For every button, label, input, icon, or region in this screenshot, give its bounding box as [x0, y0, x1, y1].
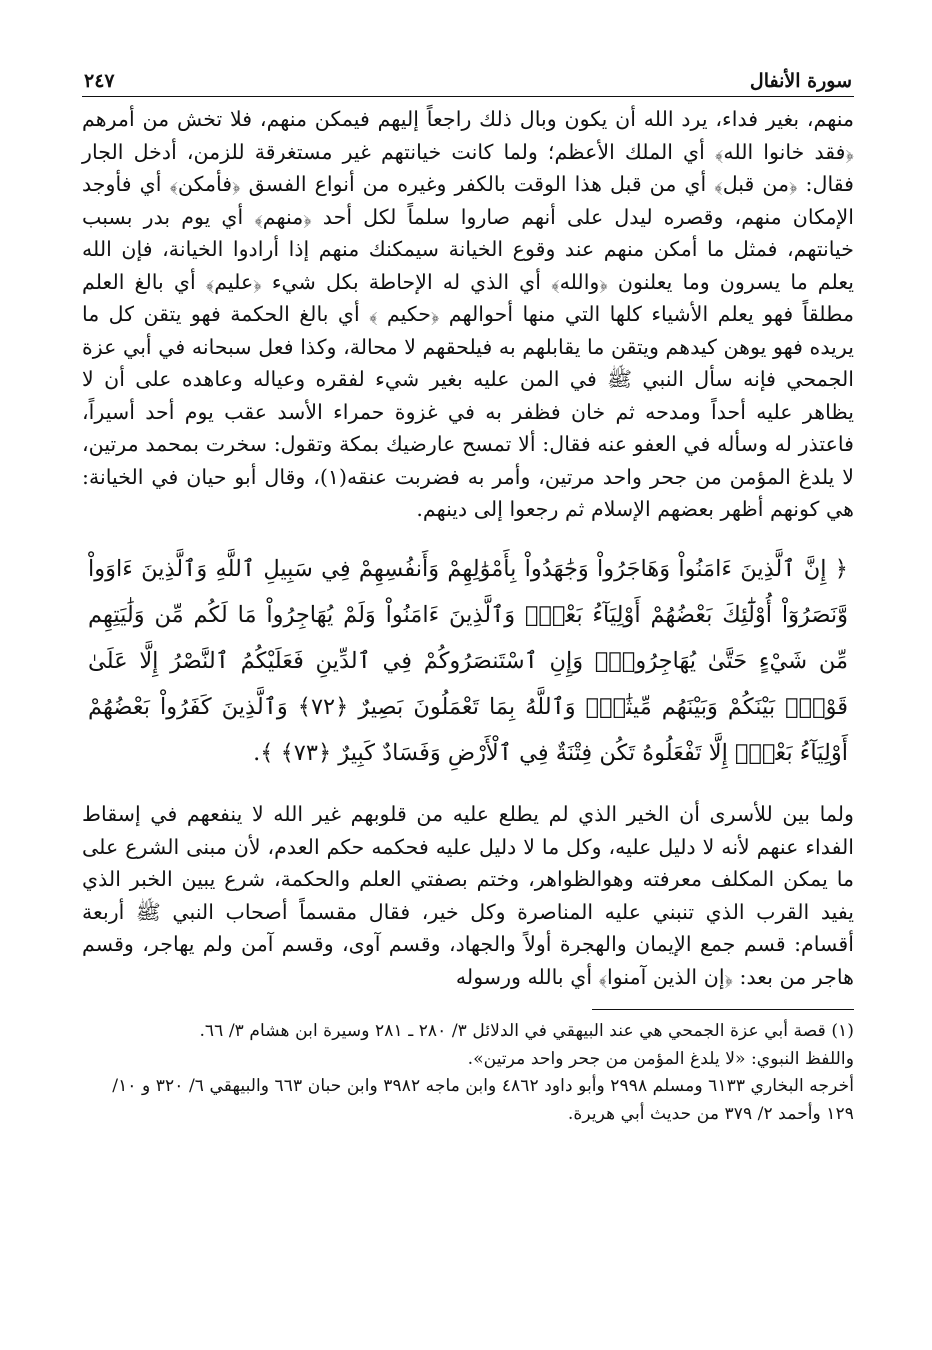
- header-divider: [82, 96, 854, 97]
- footnote-line: واللفظ النبوي: «لا يلدغ المؤمن من جحر واحد مرتين».: [467, 1048, 854, 1069]
- page-number: ٢٤٧: [84, 70, 115, 92]
- footnote-line: أخرجه البخاري ٦١٣٣ ومسلم ٢٩٩٨ وأبو داود ٤٨٦٢ وابن ماجه ٣٩٨٢ وابن حبان ٦٦٣ والبيهقي ٦/ ٣٢٠ و ١٠/ ١٢٩ وأحمد ٢/ ٣٧٩ من حديث أبي هريرة.: [112, 1076, 854, 1124]
- footnote-divider: [592, 1009, 854, 1010]
- quran-verses: ﴿ إِنَّ ٱلَّذِينَ ءَامَنُواْ وَهَاجَرُواْ وَجَٰهَدُواْ بِأَمْوَٰلِهِمْ وَأَنفُسِهِمْ فِي سَبِيلِ ٱللَّهِ وَٱلَّذِينَ ءَاوَواْ وَّنَصَرُوٓاْ أُوْلَٰٓئِكَ بَعْضُهُمْ أَوْلِيَآءُ بَعْضٍۚ وَٱلَّذِينَ ءَامَنُواْ وَلَمْ يُهَاجِرُواْ مَا لَكُم مِّن وَلَٰيَتِهِم مِّن شَيْءٍ حَتَّىٰ يُهَاجِرُواْۚ وَإِنِ ٱسْتَنصَرُوكُمْ فِي ٱلدِّينِ فَعَلَيْكُمُ ٱلنَّصْرُ إِلَّا عَلَىٰ قَوْمِۭ بَيْنَكُمْ وَبَيْنَهُم مِّيثَٰقٌۗ وَٱللَّهُ بِمَا تَعْمَلُونَ بَصِيرٌ ﴿٧٢﴾ وَٱلَّذِينَ كَفَرُواْ بَعْضُهُمْ أَوْلِيَآءُ بَعْضٍۚ إِلَّا تَفْعَلُوهُ تَكُن فِتْنَةٌ فِي ٱلْأَرْضِ وَفَسَادٌ كَبِيرٌ ﴿٧٣﴾ ﴾.: [88, 555, 849, 766]
- page-header: [82, 70, 854, 96]
- surah-title: سورة الأنفال: [749, 70, 852, 92]
- footnote-line: (١) قصة أبي عزة الجمحي هي عند البيهقي في الدلائل ٣/ ٢٨٠ ـ ٢٨١ وسيرة ابن هشام ٣/ ٦٦.: [199, 1021, 854, 1041]
- commentary-paragraph-top: منهم، بغير فداء، يرد الله أن يكون وبال ذلك راجعاً إليهم فيمكن منهم، فلا تخش من أمرهم ﴿فقد خانوا الله﴾ أي الملك الأعظم؛ ولما كانت خيانتهم غير مستغرقة للزمن، أدخل الجار فقال: ﴿من قبل﴾ أي من قبل هذا الوقت بالكفر وغيره من أنواع الفسق ﴿فأمكن﴾ أي فأوجد الإمكان منهم، وقصره ليدل على أنهم صاروا سلماً لكل أحد ﴿منهم﴾ أي يوم بدر بسبب خيانتهم، فمثل ما أمكن منهم عند وقوع الخيانة سيمكنك منهم إذا أرادوا الخيانة، فإن الله يعلم ما يسرون وما يعلنون ﴿والله﴾ أي الذي له الإحاطة بكل شيء ﴿عليم﴾ أي بالغ العلم مطلقاً فهو يعلم الأشياء كلها التي منها أحوالهم ﴿حكيم ﴾ أي بالغ الحكمة فهو يتقن كل ما يريده فهو يوهن كيدهم ويتقن ما يقابلهم به فيلحقهم لا محالة، وكذا فعل سبحانه في أبي عزة الجمحي فإنه سأل النبي ﷺ في المن عليه بغير شيء لفقره وعياله وعاهده على أن لا يظاهر عليه أحداً ومدحه ثم خان فظفر به في غزوة حمراء الأسد عقب يوم أحد أسيراً، فاعتذر له وسأله في العفو عنه فقال: ألا تمسح عارضيك بمكة وتقول: سخرت بمحمد مرتين، لا يلدغ المؤمن من جحر واحد مرتين، وأمر به فضربت عنقه(١)، وقال أبو حيان في الخيانة: هي كونهم أظهر بعضهم الإسلام ثم رجعوا إلى دينهم.: [82, 107, 854, 521]
- footnotes: [82, 1018, 854, 1128]
- commentary-paragraph-bottom: ولما بين للأسرى أن الخير الذي لم يطلع عليه من قلوبهم غير الله لا ينفعهم في إسقاط الفداء عنهم لأنه لا دليل عليه، وكل ما لا دليل عليه فحكمه حكم العدم، لأن مبنى الشرع على ما يمكن المكلف معرفته وهوالظواهر، وختم بصفتي العلم والحكمة، شرع يبين الخبر الذي يفيد القرب الذي تنبني عليه المناصرة وكل خير، فقال مقسماً أصحاب النبي ﷺ أربعة أقسام: قسم جمع الإيمان والهجرة أولاً والجهاد، وقسم آوى، وقسم آمن ولم يهاجر، وقسم هاجر من بعد: ﴿إن الذين آمنوا﴾ أي بالله ورسوله: [82, 802, 854, 989]
